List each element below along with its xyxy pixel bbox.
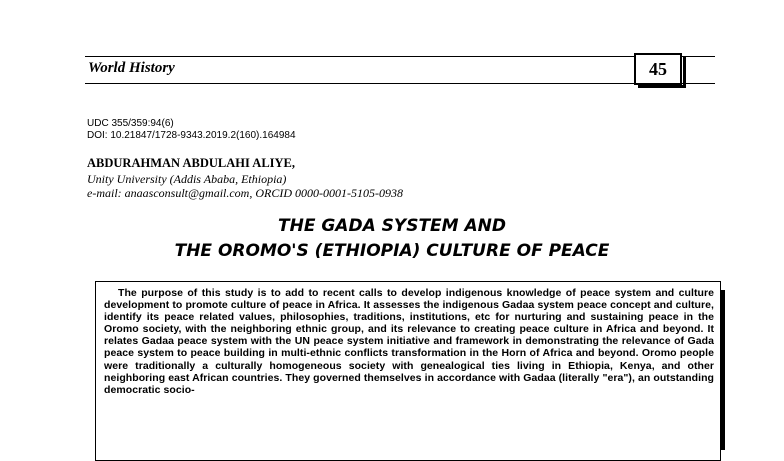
- doi: DOI: 10.21847/1728-9343.2019.2(160).164984: [87, 130, 296, 141]
- page-number-box: [634, 53, 682, 85]
- abstract-text: The purpose of this study is to add to recent calls to develop indigenous knowledge of peace system and culture development to promote culture of peace in Africa. It assesses the indigenous Gadaa system peace concept and culture, identify its peace related values, philosophies, traditions, institutions, etc for nurturing and sustaining peace in the Oromo society, with the neighboring ethnic group, and its relevance to creating peace culture in Africa and beyond. It relates Gadaa peace system with the UN peace system initiative and framework in demonstrating the relevance of Gada peace system to peace building in multi-ethnic conflicts transformation in the Horn of Africa and beyond. Oromo people were traditionally a culturally homogeneous society with genealogical ties living in Ethiopia, Kenya, and other neighboring east African countries. They governed themselves in accordance with Gadaa (literally "era"), an outstanding democratic socio-: [104, 287, 714, 396]
- article-title-line-1: THE GADA SYSTEM AND: [278, 216, 506, 236]
- abstract-box-shadow: [721, 290, 725, 450]
- section-title: World History: [88, 60, 175, 76]
- article-title-line-2: THE OROMO'S (ETHIOPIA) CULTURE OF PEACE: [174, 241, 610, 261]
- page-number: 45: [649, 59, 667, 79]
- journal-header-bar: [85, 56, 715, 84]
- author-name: ABDURAHMAN ABDULAHI ALIYE,: [87, 156, 296, 170]
- author-affiliation: Unity University (Addis Ababa, Ethiopia): [87, 172, 287, 186]
- udc-code: UDC 355/359:94(6): [87, 118, 174, 129]
- author-contact: e-mail: anaasconsult@gmail.com, ORCID 0000-0001-5105-0938: [87, 186, 404, 200]
- abstract-box: [95, 281, 721, 461]
